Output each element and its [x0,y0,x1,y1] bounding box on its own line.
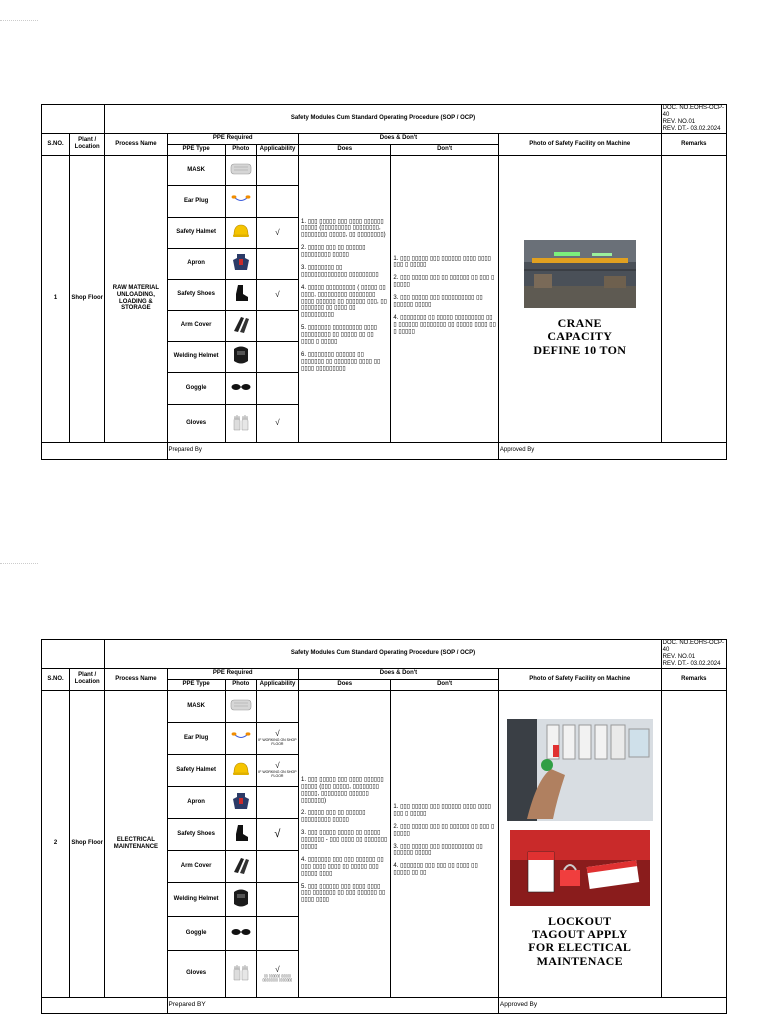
col-remarks: Remarks [661,668,726,690]
ppe-type-6: Welding Helmet [167,341,225,372]
prepared-by: Prepared By [167,442,498,459]
photo-caption-line: FOR ELECTICAL [528,940,632,955]
ppe-type-2: Safety Halmet [167,217,225,248]
ppe-type-1: Ear Plug [167,722,225,754]
ppe-photo-cell [225,217,256,248]
applicability-cell [256,404,298,442]
ppe-photo-cell [225,754,256,786]
col-dont: Don't [391,144,498,155]
col-applicability: Applicability [256,679,298,690]
photo-caption [499,915,661,968]
page-break-mark [0,563,38,565]
doc-number: DOC. NO.EOHS-OCP-40 [662,640,724,653]
col-photo-facility: Photo of Safety Facility on Machine [498,133,661,155]
applicability-mark: √ [275,418,280,428]
dont-item: 3. ▯▯▯ ▯▯▯▯▯ ▯▯▯ ▯▯▯▯▯▯▯▯▯▯ ▯▯ ▯▯▯▯▯▯ ▯▯▯▯▯ [393,295,483,308]
welding-helmet-icon [231,887,251,912]
ppe-type-0: MASK [167,155,225,185]
safety-helmet-icon [232,223,250,242]
doc-info [661,105,726,134]
ppe-type-2: Safety Halmet [167,754,225,786]
applicability-mark: √ [275,227,280,237]
ppe-type-0: MASK [167,690,225,722]
doc-info [661,640,726,669]
col-remarks: Remarks [661,133,726,155]
ppe-type-8: Gloves [167,950,225,997]
prepared-by: Prepared BY [167,997,498,1013]
serial-number: 2 [42,690,70,997]
applicability-note: IF WORKING ON SHOP FLOOR [258,738,297,746]
does-item: 1. ▯▯▯ ▯▯▯▯▯ ▯▯▯ ▯▯▯▯ ▯▯▯▯▯▯ ▯▯▯▯▯ (▯▯▯ ▯▯▯▯▯, ▯▯▯▯▯▯▯▯ ▯▯▯▯▯, ▯▯▯▯▯▯▯▯ ▯▯▯▯▯▯ ▯▯▯▯▯▯▯) [301,776,384,804]
dont-item: 1. ▯▯▯ ▯▯▯▯▯ ▯▯▯ ▯▯▯▯▯▯ ▯▯▯▯ ▯▯▯▯ ▯▯▯ ▯ ▯▯▯▯▯ [393,804,491,817]
safety-shoes-icon [233,284,249,305]
ppe-photo-cell [225,916,256,950]
col-ppe-type: PPE Type [167,679,225,690]
applicability-cell [256,818,298,850]
col-sno: S.NO. [42,668,70,690]
revision-number: REV. NO.01 [662,653,696,660]
dont-item: 2. ▯▯▯ ▯▯▯▯▯ ▯▯▯ ▯▯ ▯▯▯▯▯▯ ▯▯ ▯▯▯ ▯ ▯▯▯▯▯ [393,275,495,289]
applicability-mark: √ [274,827,281,840]
lockout-photo [507,719,653,824]
does-item: 3. ▯▯▯ ▯▯▯▯▯ ▯▯▯▯▯ ▯▯ ▯▯▯▯▯ ▯▯▯▯▯▯▯ - ▯▯▯ ▯▯▯▯ ▯▯ ▯▯▯▯▯▯▯ ▯▯▯▯▯ [301,830,388,850]
dont-item: 3. ▯▯▯ ▯▯▯▯▯ ▯▯▯ ▯▯▯▯▯▯▯▯▯▯ ▯▯ ▯▯▯▯▯▯ ▯▯▯▯▯ [393,843,483,857]
mask-icon [230,698,252,715]
ppe-photo-cell [225,882,256,916]
gloves-icon [231,413,251,434]
applicability-mark: √ [275,761,280,771]
ppe-photo-cell [225,950,256,997]
col-dos-donts: Does & Don't [299,133,499,144]
applicability-cell [256,155,298,185]
photo-caption [499,317,661,357]
header-blank [42,105,105,134]
ppe-photo-cell [225,341,256,372]
remarks-cell [661,155,726,442]
does-item: 5. ▯▯▯ ▯▯▯▯▯▯ ▯▯▯ ▯▯▯▯ ▯▯▯▯ ▯▯▯ ▯▯▯▯▯▯▯ ▯▯ ▯▯▯ ▯▯▯▯▯▯ ▯▯ ▯▯▯▯ ▯▯▯▯ [301,883,386,904]
ppe-photo-cell [225,786,256,818]
ppe-type-7: Goggle [167,916,225,950]
photo-caption-line: TAGOUT APPLY [531,927,628,942]
revision-date: REV. DT.- 03.02.2024 [662,125,721,132]
does-item: 4. ▯▯▯▯▯▯▯ ▯▯▯ ▯▯▯ ▯▯▯▯▯▯ ▯▯ ▯▯▯ ▯▯▯▯ ▯▯▯▯ ▯▯ ▯▯▯▯▯ ▯▯▯ ▯▯▯▯▯ ▯▯▯▯ [301,856,384,877]
mask-icon [230,162,252,179]
header-blank [42,640,105,669]
col-dont: Don't [391,679,498,690]
col-photo: Photo [225,679,256,690]
ppe-type-4: Safety Shoes [167,818,225,850]
safety-shoes-icon [233,824,249,845]
col-plant: Plant / Location [70,668,105,690]
col-process: Process Name [105,133,167,155]
dont-list [391,155,498,442]
applicability-note: IF WORKING ON SHOP FLOOR [258,770,297,778]
col-ppe-required: PPE Required [167,668,299,679]
sop-table [41,104,727,460]
col-sno: S.NO. [42,133,70,155]
ppe-type-3: Apron [167,248,225,279]
revision-date: REV. DT.- 03.02.2024 [662,660,721,667]
applicability-cell [256,279,298,310]
applicability-cell [256,722,298,754]
ppe-photo-cell [225,372,256,404]
ppe-photo-cell [225,850,256,882]
applicability-cell [256,341,298,372]
does-item: 3. ▯▯▯▯▯▯▯▯ ▯▯ ▯▯▯▯▯▯▯▯▯▯▯▯▯▯ ▯▯▯▯▯▯▯▯▯ [301,265,379,278]
dont-list [391,690,498,997]
page-break-mark [0,20,38,22]
photo-caption-line: LOCKOUT [548,914,612,929]
photo-caption-line: DEFINE 10 TON [533,342,627,357]
ear-plug-icon [231,194,251,209]
sop-sheet-2 [41,639,727,1014]
ppe-type-6: Welding Helmet [167,882,225,916]
col-does: Does [299,144,391,155]
ppe-photo-cell [225,310,256,341]
remarks-cell [661,690,726,997]
does-list [299,155,391,442]
applicability-cell [256,690,298,722]
applicability-cell [256,754,298,786]
col-process: Process Name [105,668,167,690]
dont-item: 1. ▯▯▯ ▯▯▯▯▯ ▯▯▯ ▯▯▯▯▯▯ ▯▯▯▯ ▯▯▯▯ ▯▯▯ ▯ ▯▯▯▯▯ [393,255,491,269]
applicability-cell [256,950,298,997]
serial-number: 1 [42,155,70,442]
does-item: 2. ▯▯▯▯▯ ▯▯▯ ▯▯ ▯▯▯▯▯▯ ▯▯▯▯▯▯▯▯▯ ▯▯▯▯▯ [301,245,366,259]
applicability-cell [256,185,298,217]
apron-icon [231,792,251,813]
safety-facility-photo-cell [498,690,661,997]
plant-location: Shop Floor [70,155,105,442]
ppe-photo-cell [225,248,256,279]
applicability-cell [256,217,298,248]
col-plant: Plant / Location [70,133,105,155]
dont-item: 4. ▯▯▯▯▯▯▯▯ ▯▯ ▯▯▯▯▯ ▯▯▯▯▯▯▯▯▯ ▯▯ ▯ ▯▯▯▯▯▯ ▯▯▯▯▯▯▯▯ ▯▯ ▯▯▯▯▯ ▯▯▯▯ ▯▯ ▯ ▯▯▯▯▯ [393,314,496,335]
dont-item: 2. ▯▯▯ ▯▯▯▯▯ ▯▯▯ ▯▯ ▯▯▯▯▯▯ ▯▯ ▯▯▯ ▯ ▯▯▯▯▯ [393,823,495,837]
does-item: 5. ▯▯▯▯▯▯▯ ▯▯▯▯▯▯▯▯▯ ▯▯▯▯ ▯▯▯▯▯▯▯▯▯ ▯▯ ▯▯▯▯▯ ▯▯ ▯▯ ▯▯▯▯ ▯ ▯▯▯▯▯ [301,325,378,346]
col-dos-donts: Does & Don't [299,668,499,679]
welding-helmet-icon [231,344,251,369]
process-name: RAW MATERIAL UNLOADING, LOADING & STORAGE [105,155,167,442]
col-ppe-type: PPE Type [167,144,225,155]
applicability-mark: √ [275,289,280,299]
sop-title: Safety Modules Cum Standard Operating Procedure (SOP / OCP) [105,105,661,134]
applicability-mark: √ [275,964,280,974]
plant-location: Shop Floor [70,690,105,997]
sop-sheet-1 [41,104,727,460]
col-photo: Photo [225,144,256,155]
approved-by: Approved By [498,442,726,459]
applicability-cell [256,916,298,950]
ppe-type-5: Arm Cover [167,310,225,341]
does-item: 6. ▯▯▯▯▯▯▯▯ ▯▯▯▯▯▯ ▯▯ ▯▯▯▯▯▯▯ ▯▯ ▯▯▯▯▯▯▯ ▯▯▯▯ ▯▯ ▯▯▯▯ ▯▯▯▯▯▯▯▯▯ [301,351,381,372]
footer-blank [42,442,168,459]
applicability-cell [256,310,298,341]
ppe-type-7: Goggle [167,372,225,404]
applicability-cell [256,372,298,404]
doc-number: DOC. NO.EOHS-OCP-40 [662,105,724,118]
ppe-photo-cell [225,155,256,185]
sop-title: Safety Modules Cum Standard Operating Procedure (SOP / OCP) [105,640,661,669]
dont-item: 4. ▯▯▯▯▯▯▯ ▯▯▯ ▯▯▯ ▯▯ ▯▯▯▯ ▯▯ ▯▯▯▯▯ ▯▯ ▯▯ [393,863,478,877]
process-name: ELECTRICAL MAINTENANCE [105,690,167,997]
applicability-note: ▯▯ ▯▯▯▯▯▯ ▯▯▯▯▯ ▯▯▯▯▯▯▯▯ ▯▯▯▯▯▯▯ [262,973,293,982]
ppe-photo-cell [225,279,256,310]
col-photo-facility: Photo of Safety Facility on Machine [498,668,661,690]
photo-caption-line: MAINTENACE [536,953,623,968]
ppe-type-4: Safety Shoes [167,279,225,310]
safety-facility-photo-cell [498,155,661,442]
does-item: 4. ▯▯▯▯▯ ▯▯▯▯▯▯▯▯▯ ( ▯▯▯▯▯ ▯▯ ▯▯▯▯, ▯▯▯▯▯▯▯▯▯ ▯▯▯▯▯▯▯▯ ▯▯▯▯ ▯▯▯▯▯▯ ▯▯ ▯▯▯▯▯▯ ▯▯▯, ▯▯ ▯▯▯▯▯▯▯ ▯▯ ▯▯▯▯ ▯▯ ▯▯▯▯▯▯▯▯▯▯ [301,284,387,319]
applicability-cell [256,786,298,818]
ppe-row [42,690,727,722]
ppe-photo-cell [225,722,256,754]
photo-caption-line: CRANE [557,316,602,331]
safety-helmet-icon [232,761,250,780]
sop-table [41,639,727,1014]
ppe-type-1: Ear Plug [167,185,225,217]
footer-blank [42,997,168,1013]
col-does: Does [299,679,391,690]
revision-number: REV. NO.01 [662,118,696,125]
col-ppe-required: PPE Required [167,133,299,144]
applicability-mark: √ [275,729,280,739]
ppe-type-5: Arm Cover [167,850,225,882]
ppe-photo-cell [225,404,256,442]
ppe-photo-cell [225,185,256,217]
photo-caption-line: CAPACITY [547,329,613,344]
applicability-cell [256,850,298,882]
goggle-icon [230,927,252,940]
does-item: 2. ▯▯▯▯▯ ▯▯▯ ▯▯ ▯▯▯▯▯▯ ▯▯▯▯▯▯▯▯▯ ▯▯▯▯▯ [301,810,366,824]
arm-cover-icon [231,314,251,337]
gloves-icon [231,963,251,984]
goggle-icon [230,382,252,395]
ppe-type-8: Gloves [167,404,225,442]
ppe-photo-cell [225,818,256,850]
col-applicability: Applicability [256,144,298,155]
does-item: 1. ▯▯▯ ▯▯▯▯▯ ▯▯▯ ▯▯▯▯ ▯▯▯▯▯▯ ▯▯▯▯▯ (▯▯▯▯▯▯▯▯▯ ▯▯▯▯▯▯▯▯, ▯▯▯▯▯▯▯▯ ▯▯▯▯▯, ▯▯ ▯▯▯▯▯▯▯▯) [301,218,386,239]
ear-plug-icon [231,731,251,746]
does-list [299,690,391,997]
ppe-row [42,155,727,185]
approved-by: Approved By [498,997,726,1013]
apron-icon [231,253,251,274]
tagout-photo [510,830,650,909]
crane-photo [524,240,636,311]
applicability-cell [256,882,298,916]
applicability-cell [256,248,298,279]
ppe-type-3: Apron [167,786,225,818]
ppe-photo-cell [225,690,256,722]
arm-cover-icon [231,855,251,878]
